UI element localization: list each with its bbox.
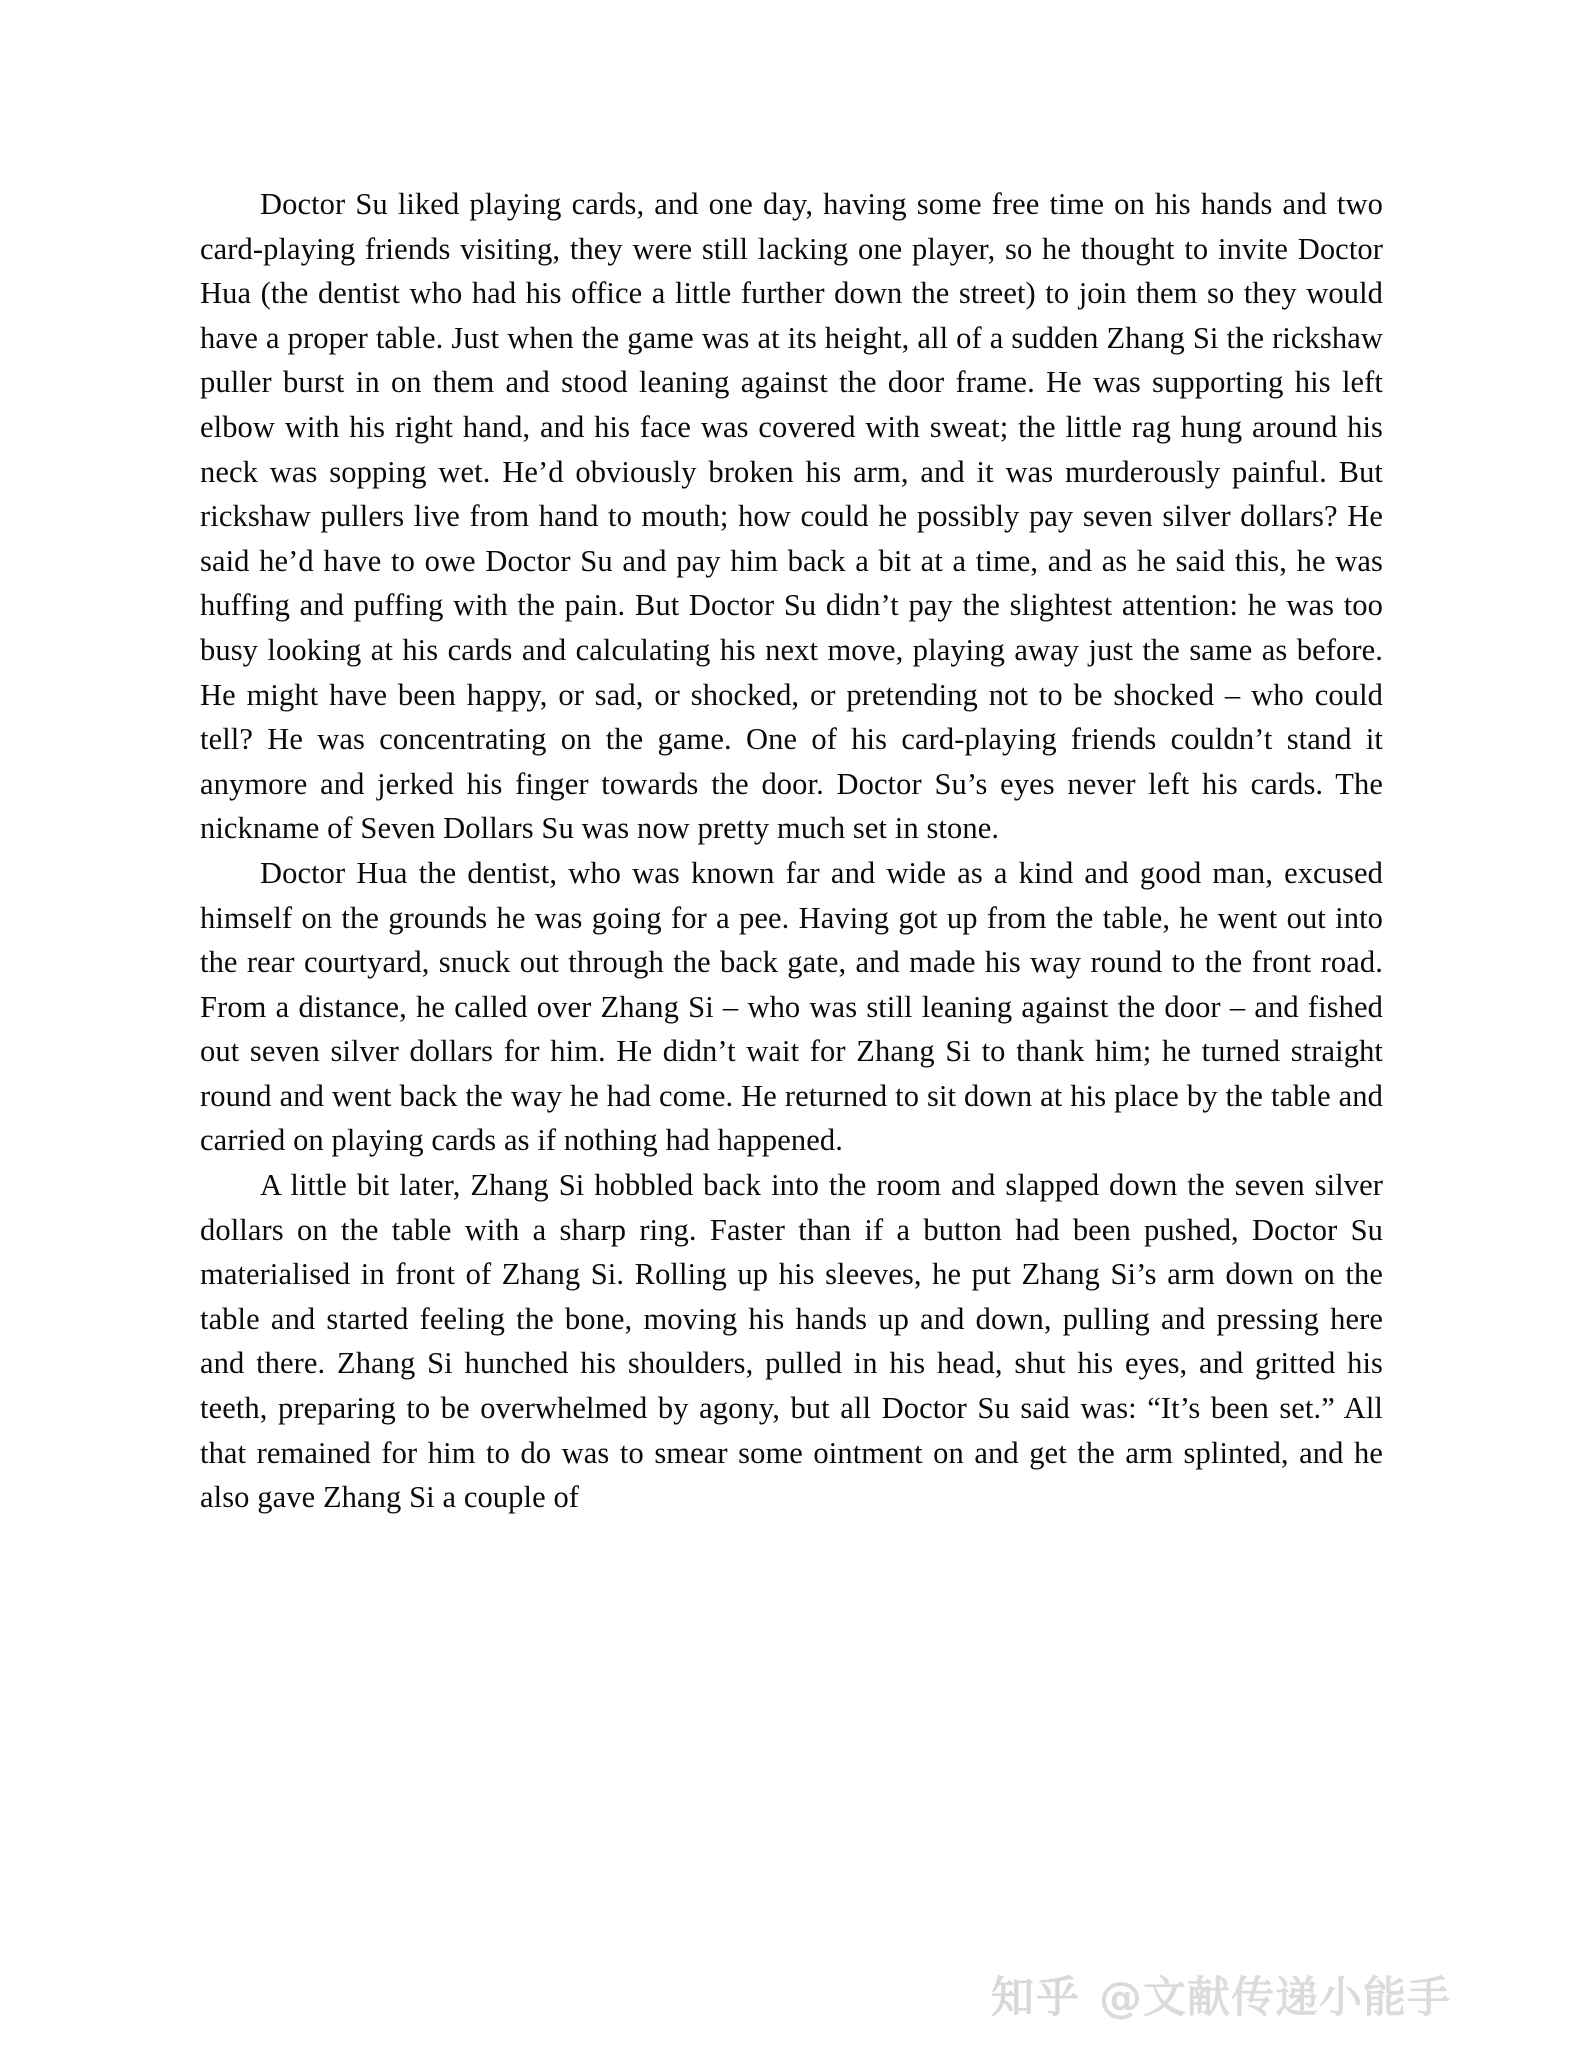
body-paragraph-1: Doctor Su liked playing cards, and one day, having some free time on his hands and two card-playing friends visiting, they were still lacking one player, so he thought to invite Doctor Hua (the dentist who had his office a little further down the street) to join them so they would have a proper table. Just when the game was at its height, all of a sudden Zhang Si the rickshaw puller burst in on them and stood leaning against the door frame. He was supporting his left elbow with his right hand, and his face was covered with sweat; the little rag hung around his neck was sopping wet. He’d obviously broken his arm, and it was murderously painful. But rickshaw pullers live from hand to mouth; how could he possibly pay seven silver dollars? He said he’d have to owe Doctor Su and pay him back a bit at a time, and as he said this, he was huffing and puffing with the pain. But Doctor Su didn’t pay the slightest attention: he was too busy looking at his cards and calculating his next move, playing away just the same as before. He might have been happy, or sad, or shocked, or pretending not to be shocked – who could tell? He was concentrating on the game. One of his card-playing friends couldn’t stand it anymore and jerked his finger towards the door. Doctor Su’s eyes never left his cards. The nickname of Seven Dollars Su was now pretty much set in stone. <box>200 187 1383 846</box>
body-text-column <box>200 182 1383 1520</box>
watermark-handle-label: @文献传递小能手 <box>1099 1973 1451 2023</box>
body-paragraph-3: A little bit later, Zhang Si hobbled back into the room and slapped down the seven silver dollars on the table with a sharp ring. Faster than if a button had been pushed, Doctor Su materialised in front of Zhang Si. Rolling up his sleeves, he put Zhang Si’s arm down on the table and started feeling the bone, moving his hands up and down, pulling and pressing here and there. Zhang Si hunched his shoulders, pulled in his head, shut his eyes, and gritted his teeth, preparing to be overwhelmed by agony, but all Doctor Su said was: “It’s been set.” All that remained for him to do was to smear some ointment on and get the arm splinted, and he also gave Zhang Si a couple of <box>200 1168 1383 1515</box>
watermark-brand-label: 知乎 <box>991 1973 1081 2023</box>
body-paragraph-2: Doctor Hua the dentist, who was known far and wide as a kind and good man, excused himself on the grounds he was going for a pee. Having got up from the table, he went out into the rear courtyard, snuck out through the back gate, and made his way round to the front road. From a distance, he called over Zhang Si – who was still leaning against the door – and fished out seven silver dollars for him. He didn’t wait for Zhang Si to thank him; he turned straight round and went back the way he had come. He returned to sit down at his place by the table and carried on playing cards as if nothing had happened. <box>200 855 1383 1158</box>
watermark <box>991 1973 1451 2023</box>
